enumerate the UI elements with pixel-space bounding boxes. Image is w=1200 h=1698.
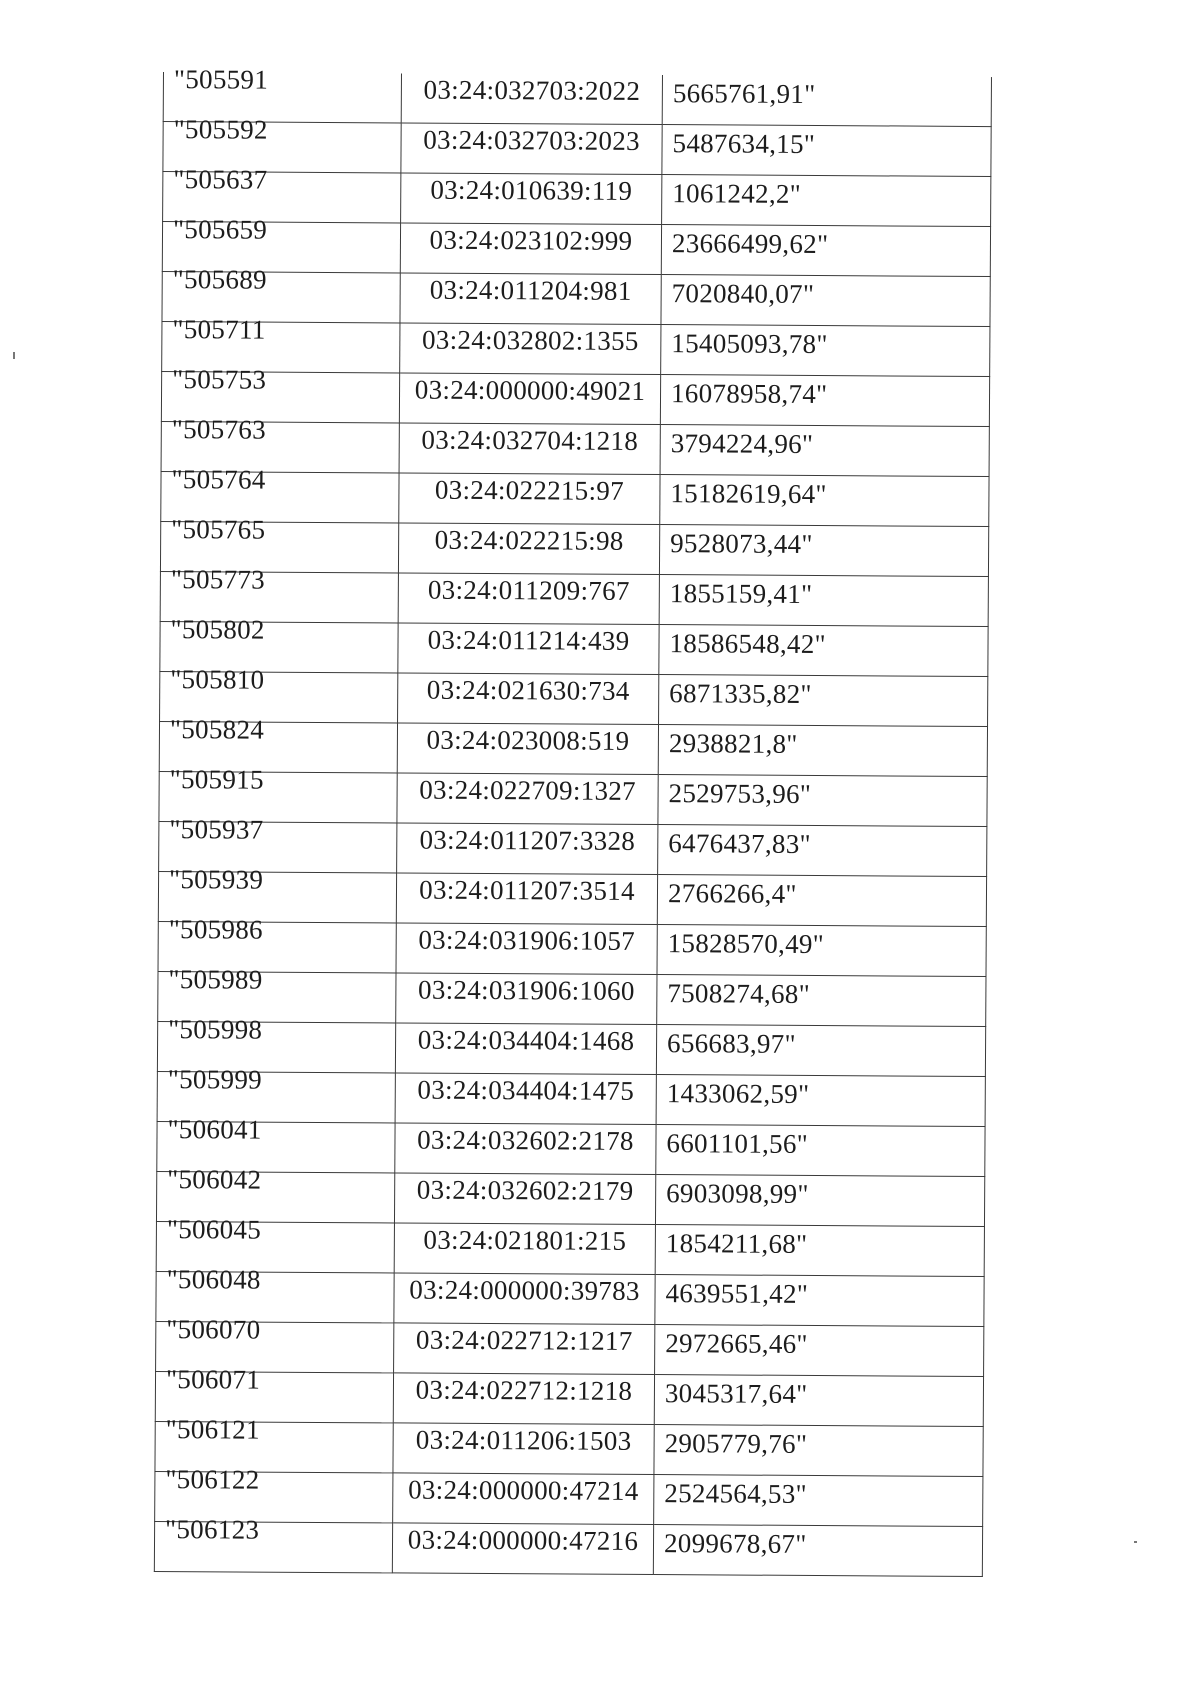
value-text: 1854211,68": [665, 1228, 808, 1259]
value-text: 3045317,64": [664, 1378, 808, 1409]
row-number-text: "506071: [165, 1364, 261, 1395]
value-cell: [656, 1025, 985, 1077]
cadastral-number-cell: [396, 873, 657, 925]
cadastral-number-text: 03:24:010639:119: [430, 174, 633, 206]
value-text: 6601101,56": [666, 1128, 809, 1159]
row-number-text: "505637: [173, 164, 268, 195]
cadastral-number-cell: [393, 1473, 654, 1525]
row-number-text: "506121: [165, 1414, 260, 1445]
row-number-text: "506070: [166, 1314, 261, 1345]
cadastral-number-cell: [399, 373, 660, 425]
cadastral-number-cell: [394, 1273, 655, 1325]
row-number-text: "505591: [173, 64, 269, 95]
cadastral-number-cell: [395, 1123, 656, 1175]
row-number-text: "505592: [173, 114, 268, 145]
row-number-text: "505915: [169, 764, 264, 795]
cadastral-number-text: 03:24:023102:999: [429, 224, 633, 256]
cadastral-number-text: 03:24:022709:1327: [419, 774, 637, 806]
cadastral-number-text: 03:24:011214:439: [427, 624, 630, 656]
value-cell: [658, 725, 987, 777]
value-cell: [655, 1325, 984, 1377]
cadastral-number-cell: [392, 1523, 653, 1575]
cadastral-number-cell: [400, 273, 661, 325]
value-cell: [661, 275, 990, 327]
value-text: 7508274,68": [667, 978, 811, 1009]
value-text: 6871335,82": [669, 678, 812, 709]
cadastral-number-cell: [398, 573, 659, 625]
cadastral-number-text: 03:24:031906:1057: [418, 924, 636, 956]
value-cell: [661, 325, 990, 377]
cadastral-number-cell: [396, 923, 657, 975]
cadastral-number-cell: [397, 723, 658, 775]
value-cell: [659, 675, 988, 727]
cadastral-number-cell: [396, 973, 657, 1025]
row-number-text: "505937: [169, 814, 264, 845]
value-cell: [660, 375, 989, 427]
cadastral-number-text: 03:24:022712:1218: [415, 1374, 633, 1406]
registry-table-container: [154, 64, 978, 1577]
row-number-text: "505765: [171, 514, 266, 545]
cadastral-number-text: 03:24:032703:2022: [423, 74, 641, 106]
value-text: 656683,97": [666, 1028, 796, 1059]
cadastral-number-cell: [401, 173, 662, 225]
value-cell: [659, 525, 988, 577]
value-text: 2099678,67": [663, 1528, 807, 1559]
cadastral-number-cell: [397, 823, 658, 875]
value-text: 5665761,91": [672, 78, 816, 109]
value-text: 2524564,53": [664, 1478, 807, 1509]
value-text: 2529753,96": [668, 778, 812, 809]
row-number-text: "505689: [172, 264, 267, 295]
table-row: [154, 1521, 982, 1576]
value-text: 1855159,41": [669, 578, 813, 609]
row-number-text: "506042: [167, 1164, 262, 1195]
value-cell: [656, 1125, 985, 1177]
cadastral-number-text: 03:24:022215:98: [434, 524, 624, 556]
value-cell: [655, 1225, 984, 1277]
cadastral-number-text: 03:24:000000:47214: [408, 1474, 639, 1506]
value-text: 15182619,64": [670, 478, 827, 510]
value-text: 18586548,42": [669, 628, 826, 660]
value-text: 23666499,62": [671, 228, 829, 260]
cadastral-number-text: 03:24:031906:1060: [417, 974, 635, 1006]
value-cell: [657, 925, 986, 977]
cadastral-number-cell: [394, 1173, 655, 1225]
cadastral-number-cell: [401, 73, 662, 124]
value-cell: [659, 625, 988, 677]
value-text: 6903098,99": [666, 1178, 809, 1209]
cadastral-number-text: 03:24:032802:1355: [421, 324, 639, 356]
cadastral-number-cell: [399, 423, 660, 475]
value-text: 2972665,46": [665, 1328, 808, 1359]
cadastral-number-text: 03:24:032703:2023: [423, 124, 640, 156]
row-number-text: "506048: [166, 1264, 261, 1295]
row-number-text: "505659: [172, 214, 268, 245]
row-number-text: "505810: [170, 664, 265, 695]
value-text: 9528073,44": [670, 528, 813, 559]
cadastral-number-cell: [399, 473, 660, 525]
value-cell: [658, 825, 987, 877]
cadastral-number-text: 03:24:011209:767: [427, 574, 630, 606]
value-cell: [654, 1375, 983, 1427]
cadastral-number-text: 03:24:000000:47216: [407, 1524, 639, 1556]
cadastral-number-cell: [400, 223, 661, 275]
value-text: 1061242,2": [672, 178, 802, 209]
value-text: 2766266,4": [667, 878, 797, 909]
value-cell: [654, 1475, 983, 1527]
row-number-text: "505824: [169, 714, 265, 745]
scan-speck: [1134, 1541, 1137, 1543]
row-number-text: "505802: [170, 614, 265, 645]
cadastral-number-cell: [395, 1073, 656, 1125]
row-number-text: "505998: [168, 1014, 263, 1045]
cadastral-number-text: 03:24:034404:1475: [417, 1074, 635, 1106]
value-cell: [662, 75, 991, 127]
value-cell: [656, 1075, 985, 1127]
cadastral-number-text: 03:24:023008:519: [426, 724, 630, 756]
value-text: 2905779,76": [664, 1428, 808, 1459]
value-text: 2938821,8": [668, 728, 798, 759]
cadastral-number-cell: [398, 673, 659, 725]
value-text: 5487634,15": [672, 128, 816, 159]
row-number-text: "505989: [168, 964, 263, 995]
cadastral-number-cell: [400, 323, 661, 375]
row-number-text: "505939: [168, 864, 264, 895]
cadastral-number-text: 03:24:000000:49021: [414, 374, 646, 406]
cadastral-number-cell: [395, 1023, 656, 1075]
cadastral-number-text: 03:24:000000:39783: [409, 1274, 640, 1306]
cadastral-number-text: 03:24:021630:734: [426, 674, 630, 706]
row-number-cell: [154, 1514, 392, 1572]
row-number-text: "505711: [172, 314, 266, 345]
cadastral-number-cell: [397, 773, 658, 825]
value-cell: [658, 775, 987, 827]
cadastral-number-text: 03:24:034404:1468: [417, 1024, 635, 1056]
cadastral-number-text: 03:24:022215:97: [434, 474, 625, 506]
registry-table-body: [154, 64, 991, 1577]
cadastral-number-text: 03:24:011207:3514: [419, 874, 635, 906]
value-cell: [654, 1425, 983, 1477]
cadastral-number-text: 03:24:021801:215: [423, 1224, 627, 1256]
cadastral-number-cell: [393, 1373, 654, 1425]
row-number-text: "505763: [171, 414, 267, 445]
row-number-text: "505753: [172, 364, 267, 395]
cadastral-number-cell: [398, 623, 659, 675]
cadastral-number-text: 03:24:011204:981: [429, 274, 632, 306]
row-number-text: "505986: [168, 914, 263, 945]
row-number-text: "506123: [165, 1514, 260, 1545]
value-text: 6476437,83": [668, 828, 811, 859]
value-cell: [653, 1525, 982, 1577]
cadastral-number-cell: [398, 523, 659, 575]
value-cell: [655, 1275, 984, 1327]
value-cell: [657, 875, 986, 927]
value-text: 15405093,78": [671, 328, 828, 360]
value-cell: [660, 425, 989, 477]
value-text: 4639551,42": [665, 1278, 809, 1309]
row-number-text: "505999: [167, 1064, 263, 1095]
row-number-text: "505773: [170, 564, 266, 595]
cadastral-number-text: 03:24:011207:3328: [419, 824, 636, 856]
value-text: 15828570,49": [667, 928, 825, 960]
row-number-text: "506045: [166, 1214, 262, 1245]
cadastral-number-text: 03:24:032602:2178: [417, 1124, 634, 1156]
value-cell: [660, 475, 989, 527]
cadastral-number-text: 03:24:032704:1218: [421, 424, 639, 456]
row-number-text: "506041: [167, 1114, 262, 1145]
scan-speck: [13, 352, 15, 359]
value-cell: [659, 575, 988, 627]
value-cell: [662, 125, 991, 177]
value-cell: [657, 975, 986, 1027]
value-cell: [662, 175, 991, 227]
value-text: 1433062,59": [666, 1078, 810, 1109]
value-cell: [661, 225, 990, 277]
cadastral-number-cell: [401, 123, 662, 175]
cadastral-number-cell: [394, 1323, 655, 1375]
cadastral-number-text: 03:24:011206:1503: [415, 1424, 632, 1456]
registry-table: [154, 64, 992, 1577]
cadastral-number-cell: [393, 1423, 654, 1475]
value-text: 7020840,07": [671, 278, 815, 309]
row-number-text: "505764: [171, 464, 266, 495]
value-text: 3794224,96": [670, 428, 814, 459]
row-number-text: "506122: [165, 1464, 260, 1495]
value-cell: [655, 1175, 984, 1227]
cadastral-number-text: 03:24:032602:2179: [416, 1174, 634, 1206]
cadastral-number-text: 03:24:022712:1217: [415, 1324, 633, 1356]
value-text: 16078958,74": [670, 378, 828, 410]
cadastral-number-cell: [394, 1223, 655, 1275]
